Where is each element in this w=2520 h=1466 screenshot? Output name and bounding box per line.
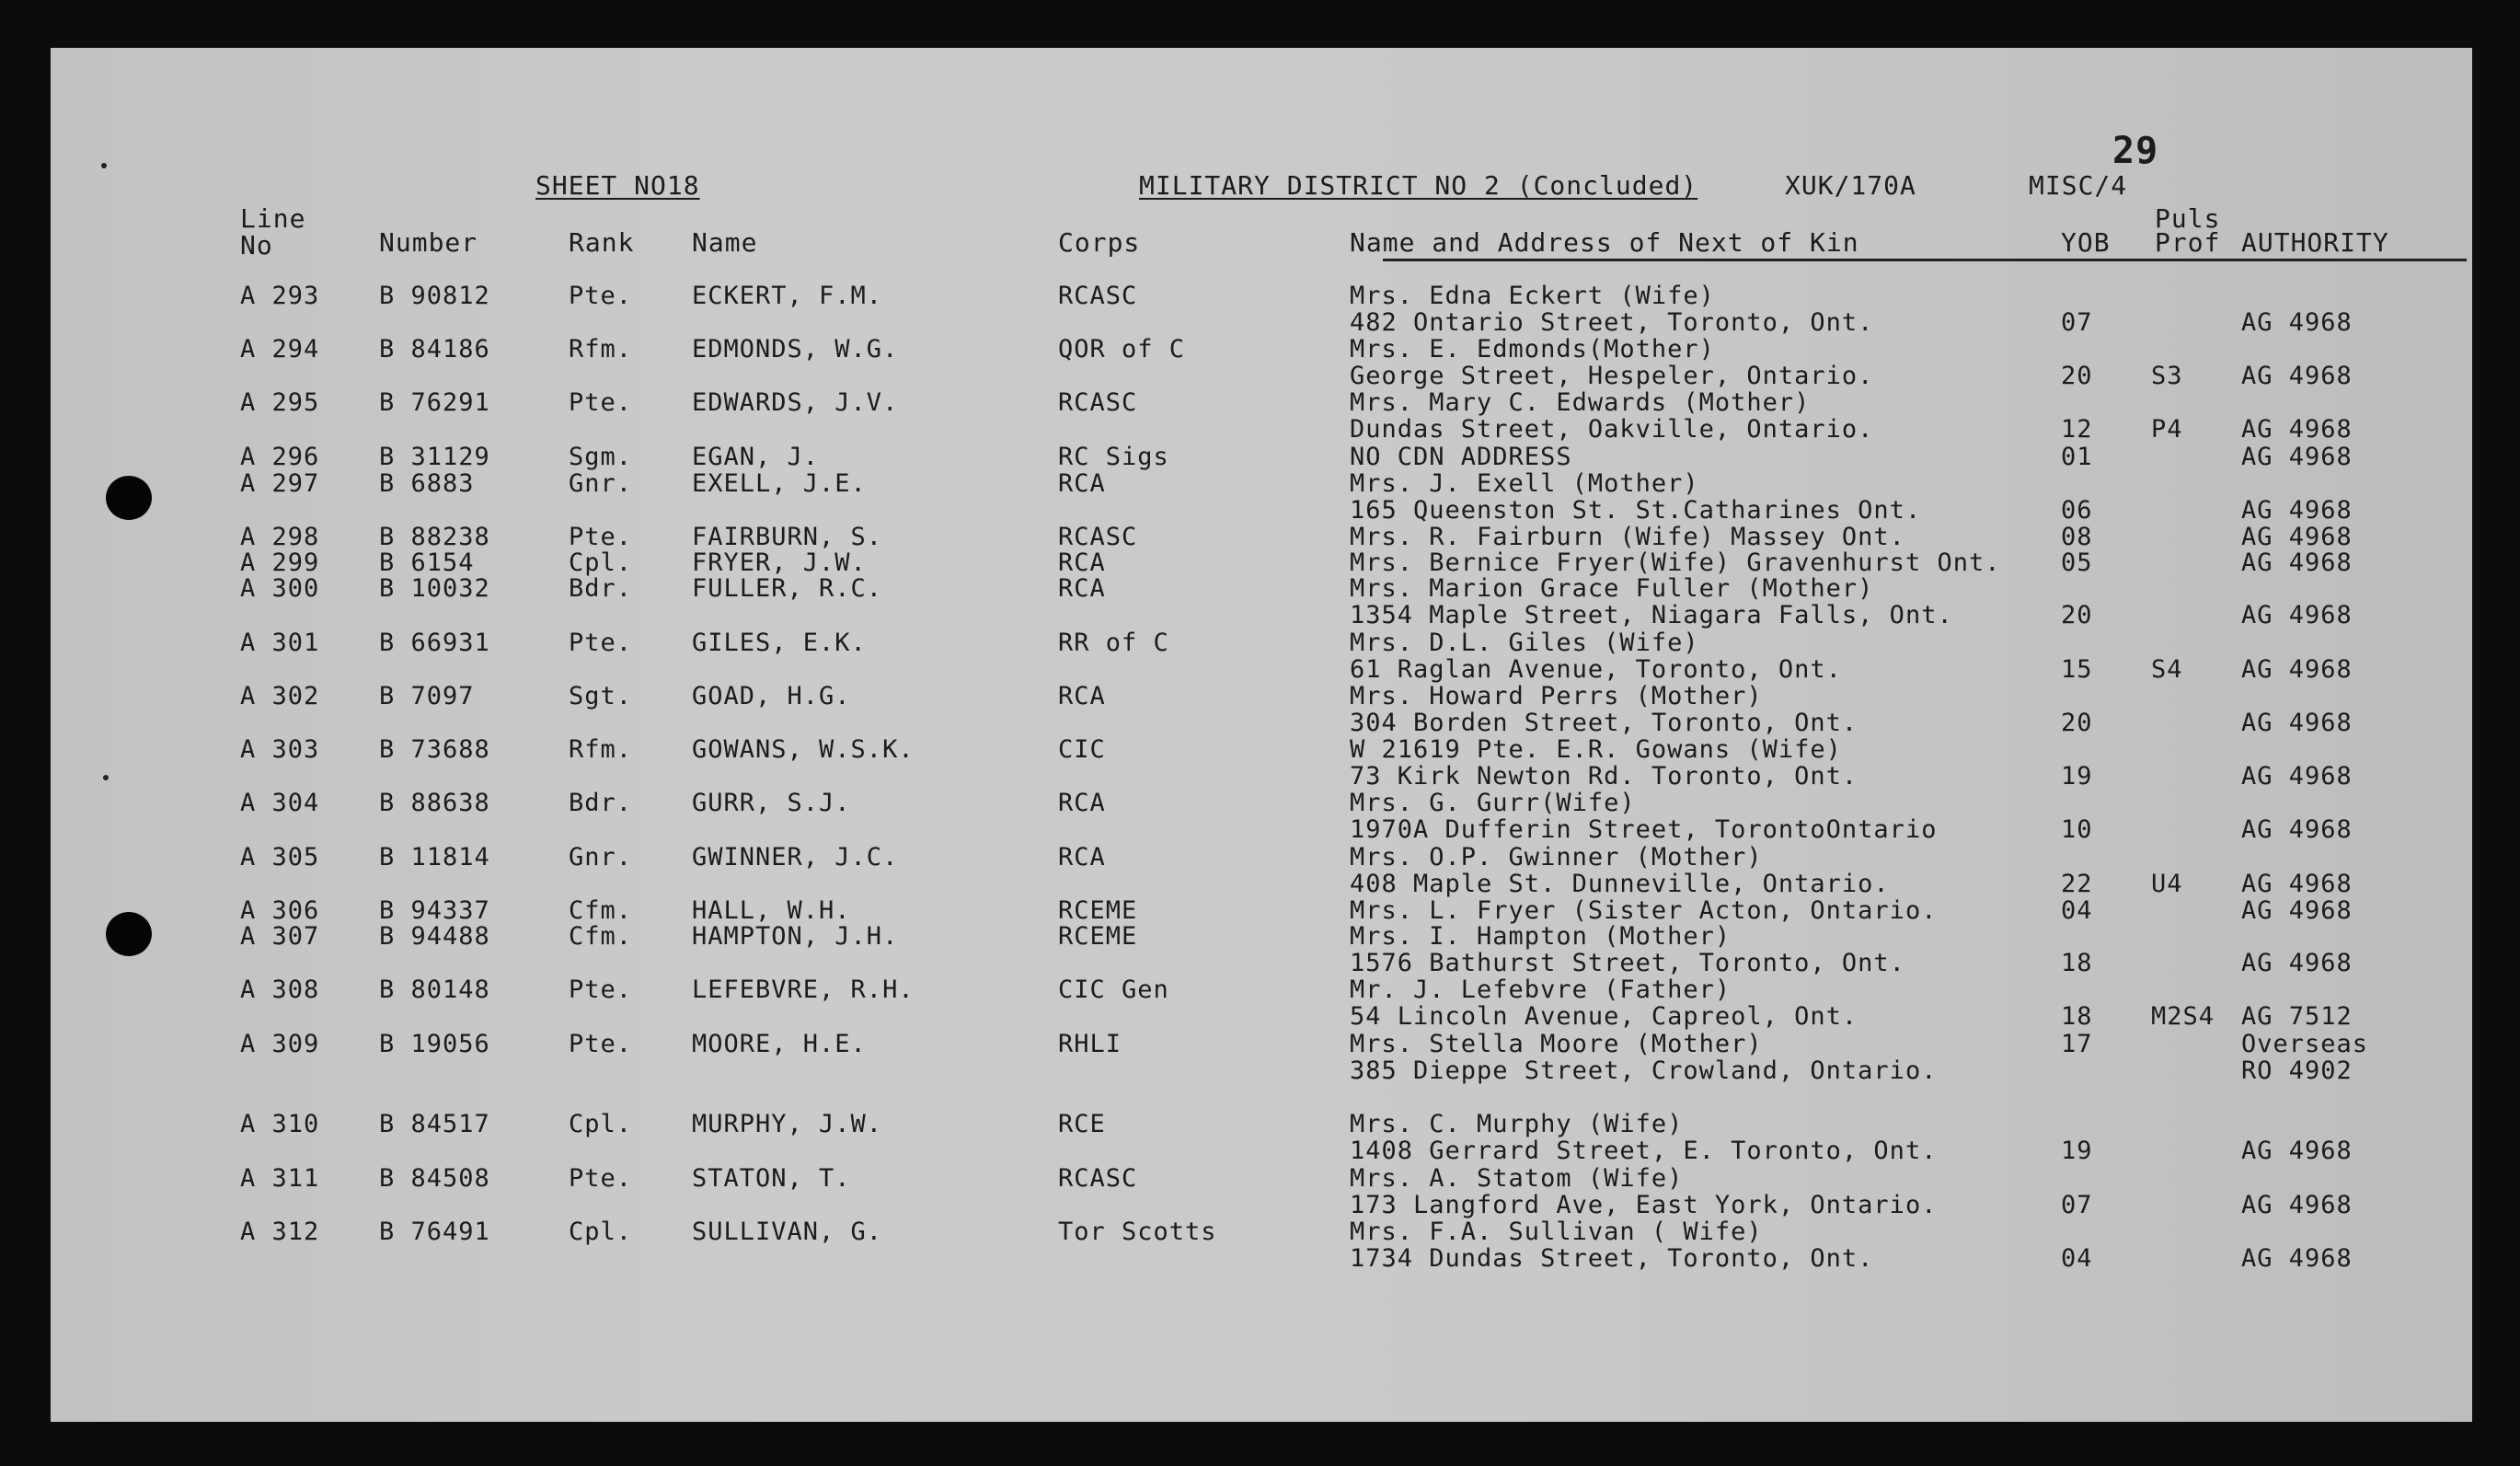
page-number: 29 — [2112, 130, 2159, 172]
column-header-corps: Corps — [1058, 227, 1141, 258]
soldier-name: EDWARDS, J.V. — [692, 388, 899, 417]
authority: AG 4968 — [2241, 1244, 2353, 1273]
next-of-kin-line: Mrs. L. Fryer (Sister Acton, Ontario. — [1350, 896, 1938, 925]
next-of-kin-line: W 21619 Pte. E.R. Gowans (Wife) — [1350, 735, 1842, 764]
year-of-birth: 15 — [2061, 655, 2093, 684]
line-number: A 298 — [240, 523, 320, 551]
next-of-kin-line: 1408 Gerrard Street, E. Toronto, Ont. — [1350, 1137, 1938, 1165]
soldier-name: LEFEBVRE, R.H. — [692, 975, 915, 1004]
corps: RCA — [1058, 843, 1106, 872]
line-number: A 310 — [240, 1110, 320, 1138]
authority: AG 4968 — [2241, 548, 2353, 577]
corps: RCASC — [1058, 523, 1138, 551]
next-of-kin-line: Mrs. I. Hampton (Mother) — [1350, 922, 1732, 951]
corps: RCASC — [1058, 388, 1138, 417]
document-sheet — [51, 48, 2472, 1422]
next-of-kin-line: Mrs. Edna Eckert (Wife) — [1350, 282, 1715, 310]
corps: Tor Scotts — [1058, 1218, 1217, 1246]
soldier-name: STATON, T. — [692, 1164, 851, 1193]
corps: CIC — [1058, 735, 1106, 764]
authority: AG 4968 — [2241, 870, 2353, 898]
next-of-kin-line: 1970A Dufferin Street, TorontoOntario — [1350, 815, 1938, 844]
line-number: A 299 — [240, 548, 320, 577]
authority: AG 4968 — [2241, 523, 2353, 551]
next-of-kin-line: 173 Langford Ave, East York, Ontario. — [1350, 1191, 1938, 1219]
rank: Gnr. — [569, 843, 633, 872]
year-of-birth: 18 — [2061, 1002, 2093, 1031]
rank: Pte. — [569, 388, 633, 417]
next-of-kin-line: 482 Ontario Street, Toronto, Ont. — [1350, 308, 1874, 337]
next-of-kin-line: Mrs. C. Murphy (Wife) — [1350, 1110, 1684, 1138]
authority: AG 4968 — [2241, 443, 2353, 471]
service-number: B 80148 — [379, 975, 490, 1004]
authority: AG 4968 — [2241, 601, 2353, 629]
line-number: A 305 — [240, 843, 320, 872]
rank: Cpl. — [569, 548, 633, 577]
corps: RHLI — [1058, 1030, 1122, 1058]
service-number: B 6154 — [379, 548, 475, 577]
authority: AG 4968 — [2241, 415, 2353, 444]
service-number: B 66931 — [379, 629, 490, 657]
corps: RCEME — [1058, 896, 1138, 925]
year-of-birth: 20 — [2061, 709, 2093, 737]
next-of-kin-line: Mrs. Marion Grace Fuller (Mother) — [1350, 574, 1874, 603]
column-header-authority: AUTHORITY — [2241, 227, 2389, 258]
next-of-kin-line: Mrs. J. Exell (Mother) — [1350, 469, 1699, 498]
corps: RR of C — [1058, 629, 1169, 657]
next-of-kin-line: Mrs. Howard Perrs (Mother) — [1350, 682, 1763, 710]
year-of-birth: 04 — [2061, 896, 2093, 925]
line-number: A 303 — [240, 735, 320, 764]
line-number: A 302 — [240, 682, 320, 710]
soldier-name: HALL, W.H. — [692, 896, 851, 925]
pulhems-profile: S3 — [2151, 362, 2183, 390]
authority: RO 4902 — [2241, 1056, 2353, 1085]
next-of-kin-line: Mrs. Mary C. Edwards (Mother) — [1350, 388, 1811, 417]
rank: Pte. — [569, 629, 633, 657]
pulhems-profile: P4 — [2151, 415, 2183, 444]
soldier-name: EDMONDS, W.G. — [692, 335, 899, 364]
punch-hole-top — [106, 476, 152, 520]
line-number: A 293 — [240, 282, 320, 310]
corps: RCEME — [1058, 922, 1138, 951]
line-number: A 304 — [240, 789, 320, 817]
column-header-prof: Prof — [2155, 227, 2221, 258]
corps: RCASC — [1058, 282, 1138, 310]
year-of-birth: 19 — [2061, 762, 2093, 791]
corps: RCA — [1058, 548, 1106, 577]
next-of-kin-line: Mrs. D.L. Giles (Wife) — [1350, 629, 1699, 657]
dust-speck — [101, 163, 107, 168]
line-number: A 297 — [240, 469, 320, 498]
soldier-name: GURR, S.J. — [692, 789, 851, 817]
next-of-kin-line: Mr. J. Lefebvre (Father) — [1350, 975, 1732, 1004]
service-number: B 11814 — [379, 843, 490, 872]
next-of-kin-line: 1576 Bathurst Street, Toronto, Ont. — [1350, 949, 1905, 977]
soldier-name: FRYER, J.W. — [692, 548, 867, 577]
soldier-name: GILES, E.K. — [692, 629, 867, 657]
service-number: B 84186 — [379, 335, 490, 364]
soldier-name: GOAD, H.G. — [692, 682, 851, 710]
pulhems-profile: M2S4 — [2151, 1002, 2215, 1031]
year-of-birth: 06 — [2061, 496, 2093, 525]
line-number: A 301 — [240, 629, 320, 657]
line-number: A 308 — [240, 975, 320, 1004]
rank: Cfm. — [569, 922, 633, 951]
corps: RCA — [1058, 574, 1106, 603]
line-number: A 296 — [240, 443, 320, 471]
authority: AG 4968 — [2241, 655, 2353, 684]
misc-code: MISC/4 — [2029, 170, 2128, 201]
year-of-birth: 05 — [2061, 548, 2093, 577]
year-of-birth: 20 — [2061, 601, 2093, 629]
service-number: B 88238 — [379, 523, 490, 551]
next-of-kin-line: George Street, Hespeler, Ontario. — [1350, 362, 1874, 390]
service-number: B 76291 — [379, 388, 490, 417]
rank: Rfm. — [569, 335, 633, 364]
column-header-line-no: No — [240, 230, 273, 260]
rank: Cpl. — [569, 1110, 633, 1138]
corps: RCA — [1058, 469, 1106, 498]
next-of-kin-line: 1734 Dundas Street, Toronto, Ont. — [1350, 1244, 1874, 1273]
sheet-number: SHEET NO18 — [535, 170, 700, 201]
next-of-kin-line: Mrs. O.P. Gwinner (Mother) — [1350, 843, 1763, 872]
next-of-kin-line: Mrs. E. Edmonds(Mother) — [1350, 335, 1715, 364]
year-of-birth: 04 — [2061, 1244, 2093, 1273]
authority: AG 4968 — [2241, 762, 2353, 791]
line-number: A 295 — [240, 388, 320, 417]
soldier-name: GWINNER, J.C. — [692, 843, 899, 872]
authority: AG 4968 — [2241, 1191, 2353, 1219]
soldier-name: ECKERT, F.M. — [692, 282, 883, 310]
soldier-name: MOORE, H.E. — [692, 1030, 867, 1058]
corps: RCA — [1058, 789, 1106, 817]
next-of-kin-line: Mrs. G. Gurr(Wife) — [1350, 789, 1636, 817]
rank: Sgt. — [569, 682, 633, 710]
corps: RC Sigs — [1058, 443, 1169, 471]
service-number: B 10032 — [379, 574, 490, 603]
year-of-birth: 18 — [2061, 949, 2093, 977]
corps: QOR of C — [1058, 335, 1186, 364]
column-header-puls: Puls — [2155, 203, 2221, 234]
service-number: B 31129 — [379, 443, 490, 471]
punch-hole-bottom — [106, 912, 152, 956]
corps: RCASC — [1058, 1164, 1138, 1193]
next-of-kin-line: Mrs. Stella Moore (Mother) — [1350, 1030, 1763, 1058]
service-number: B 84517 — [379, 1110, 490, 1138]
column-header-yob: YOB — [2061, 227, 2111, 258]
year-of-birth: 20 — [2061, 362, 2093, 390]
next-of-kin-line: Dundas Street, Oakville, Ontario. — [1350, 415, 1874, 444]
authority: AG 4968 — [2241, 949, 2353, 977]
service-number: B 84508 — [379, 1164, 490, 1193]
line-number: A 311 — [240, 1164, 320, 1193]
column-header-rank: Rank — [569, 227, 635, 258]
reference-code: XUK/170A — [1785, 170, 1916, 201]
rank: Pte. — [569, 1164, 633, 1193]
rank: Rfm. — [569, 735, 633, 764]
rank: Bdr. — [569, 789, 633, 817]
next-of-kin-line: NO CDN ADDRESS — [1350, 443, 1572, 471]
next-of-kin-line: Mrs. A. Statom (Wife) — [1350, 1164, 1684, 1193]
year-of-birth: 07 — [2061, 1191, 2093, 1219]
soldier-name: SULLIVAN, G. — [692, 1218, 883, 1246]
rank: Pte. — [569, 523, 633, 551]
next-of-kin-line: 61 Raglan Avenue, Toronto, Ont. — [1350, 655, 1842, 684]
service-number: B 7097 — [379, 682, 475, 710]
authority: AG 4968 — [2241, 896, 2353, 925]
authority: AG 4968 — [2241, 308, 2353, 337]
line-number: A 294 — [240, 335, 320, 364]
service-number: B 19056 — [379, 1030, 490, 1058]
line-number: A 300 — [240, 574, 320, 603]
year-of-birth: 08 — [2061, 523, 2093, 551]
column-header-line: Line — [240, 203, 306, 234]
rank: Bdr. — [569, 574, 633, 603]
corps: RCE — [1058, 1110, 1106, 1138]
service-number: B 6883 — [379, 469, 475, 498]
next-of-kin-line: 1354 Maple Street, Niagara Falls, Ont. — [1350, 601, 1953, 629]
corps: CIC Gen — [1058, 975, 1169, 1004]
next-of-kin-line: Mrs. R. Fairburn (Wife) Massey Ont. — [1350, 523, 1905, 551]
next-of-kin-line: 73 Kirk Newton Rd. Toronto, Ont. — [1350, 762, 1858, 791]
authority: AG 4968 — [2241, 1137, 2353, 1165]
soldier-name: MURPHY, J.W. — [692, 1110, 883, 1138]
authority: AG 4968 — [2241, 709, 2353, 737]
authority: AG 7512 — [2241, 1002, 2353, 1031]
service-number: B 88638 — [379, 789, 490, 817]
service-number: B 76491 — [379, 1218, 490, 1246]
year-of-birth: 17 — [2061, 1030, 2093, 1058]
district-title: MILITARY DISTRICT NO 2 (Concluded) — [1139, 170, 1698, 201]
service-number: B 73688 — [379, 735, 490, 764]
line-number: A 307 — [240, 922, 320, 951]
rank: Cpl. — [569, 1218, 633, 1246]
next-of-kin-line: 304 Borden Street, Toronto, Ont. — [1350, 709, 1858, 737]
rank: Sgm. — [569, 443, 633, 471]
corps: RCA — [1058, 682, 1106, 710]
service-number: B 94488 — [379, 922, 490, 951]
year-of-birth: 12 — [2061, 415, 2093, 444]
rank: Gnr. — [569, 469, 633, 498]
column-header-name: Name — [692, 227, 758, 258]
column-header-number: Number — [379, 227, 478, 258]
line-number: A 309 — [240, 1030, 320, 1058]
year-of-birth: 07 — [2061, 308, 2093, 337]
year-of-birth: 22 — [2061, 870, 2093, 898]
next-of-kin-line: 165 Queenston St. St.Catharines Ont. — [1350, 496, 1922, 525]
soldier-name: EGAN, J. — [692, 443, 820, 471]
authority: AG 4968 — [2241, 496, 2353, 525]
column-header-next-of-kin: Name and Address of Next of Kin — [1350, 227, 1859, 258]
authority: Overseas — [2241, 1030, 2369, 1058]
pulhems-profile: S4 — [2151, 655, 2183, 684]
next-of-kin-line: 385 Dieppe Street, Crowland, Ontario. — [1350, 1056, 1938, 1085]
soldier-name: EXELL, J.E. — [692, 469, 867, 498]
header-rule — [1383, 259, 2467, 261]
pulhems-profile: U4 — [2151, 870, 2183, 898]
year-of-birth: 10 — [2061, 815, 2093, 844]
rank: Pte. — [569, 282, 633, 310]
line-number: A 306 — [240, 896, 320, 925]
soldier-name: GOWANS, W.S.K. — [692, 735, 915, 764]
next-of-kin-line: 408 Maple St. Dunneville, Ontario. — [1350, 870, 1890, 898]
soldier-name: HAMPTON, J.H. — [692, 922, 899, 951]
rank: Cfm. — [569, 896, 633, 925]
authority: AG 4968 — [2241, 815, 2353, 844]
next-of-kin-line: 54 Lincoln Avenue, Capreol, Ont. — [1350, 1002, 1858, 1031]
service-number: B 94337 — [379, 896, 490, 925]
year-of-birth: 01 — [2061, 443, 2093, 471]
next-of-kin-line: Mrs. Bernice Fryer(Wife) Gravenhurst Ont. — [1350, 548, 2001, 577]
rank: Pte. — [569, 1030, 633, 1058]
rank: Pte. — [569, 975, 633, 1004]
line-number: A 312 — [240, 1218, 320, 1246]
dust-speck — [103, 775, 109, 780]
authority: AG 4968 — [2241, 362, 2353, 390]
year-of-birth: 19 — [2061, 1137, 2093, 1165]
soldier-name: FAIRBURN, S. — [692, 523, 883, 551]
service-number: B 90812 — [379, 282, 490, 310]
soldier-name: FULLER, R.C. — [692, 574, 883, 603]
next-of-kin-line: Mrs. F.A. Sullivan ( Wife) — [1350, 1218, 1763, 1246]
